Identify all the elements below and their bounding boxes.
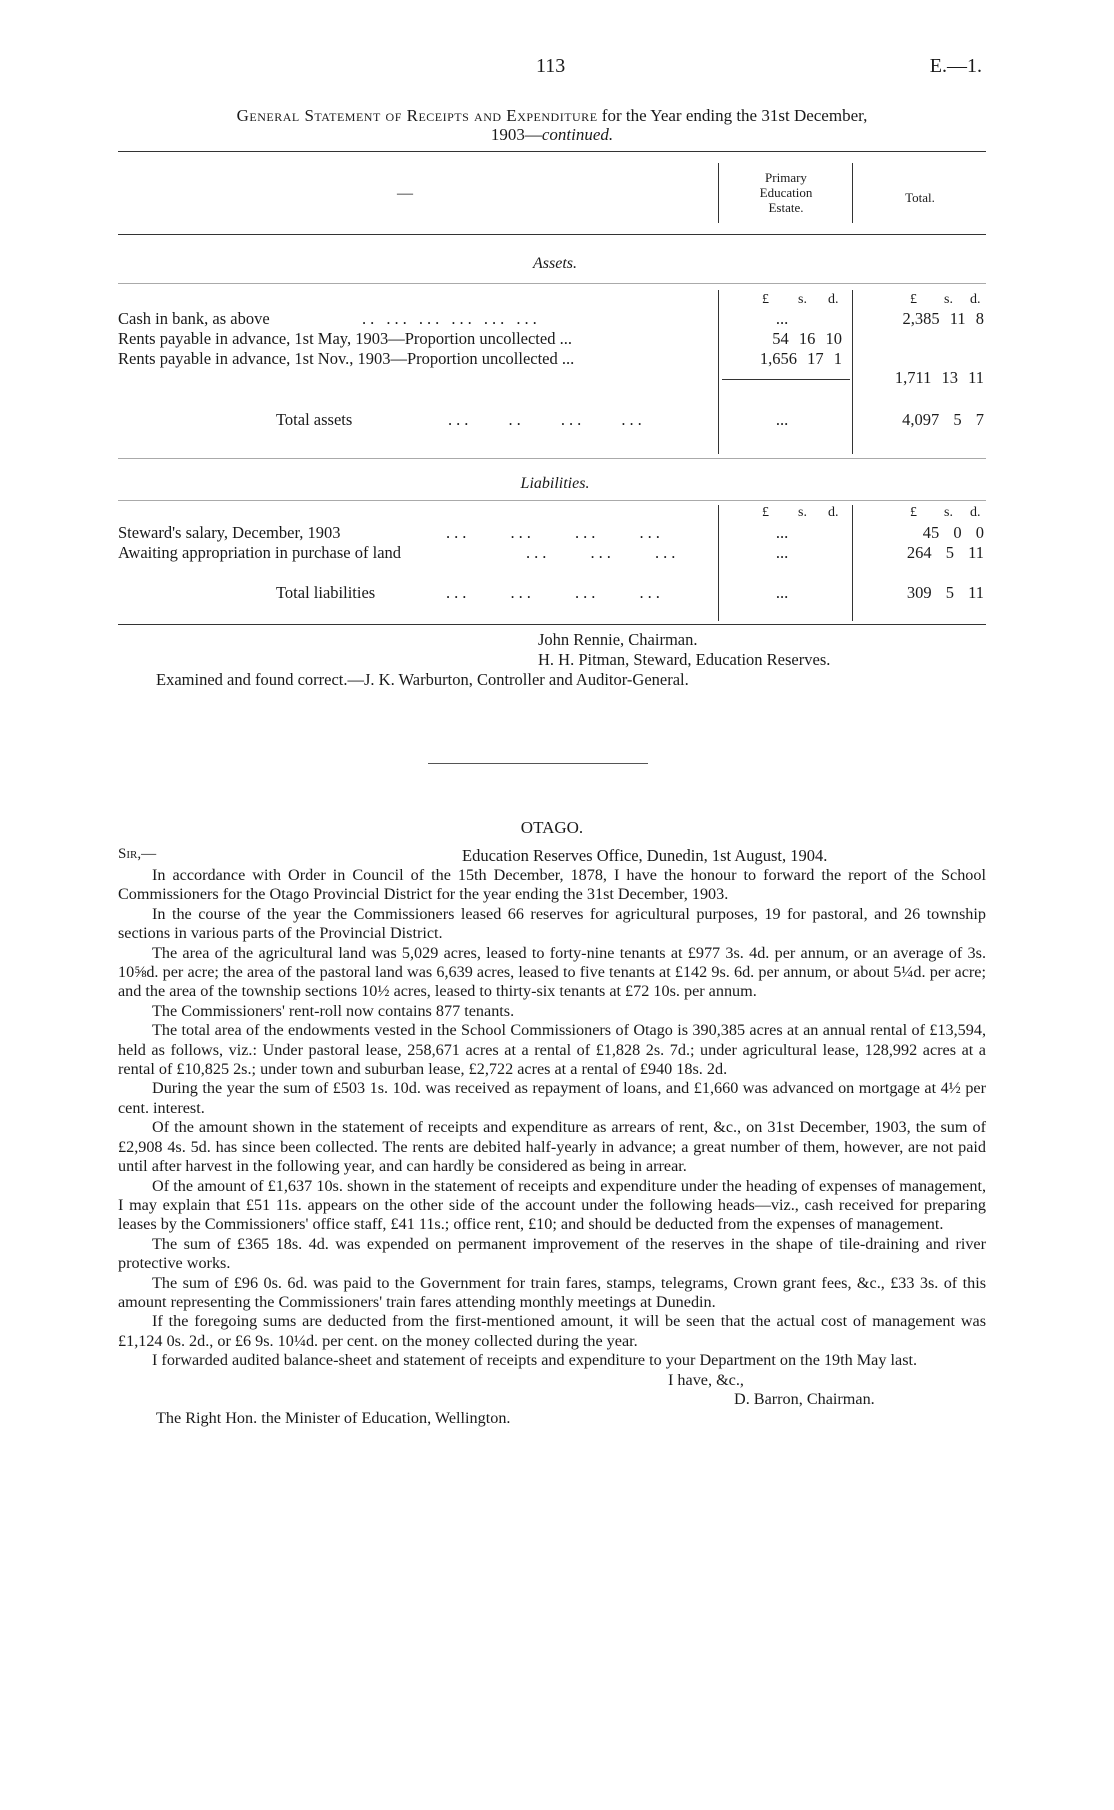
- letter-paragraph: The total area of the endowments vested in the School Commissioners of Otago is 390,385 acres at an annual rental of £13,594, held as follows, viz.: Under pastoral lease, 258,671 acres at a rental of £1,828 2s. 7d.; under agricultural lease, 128,992 acres at a rental of £10,825 2s.; under town and suburban lease, £2,722 acres at a rental of £940 18s. 2d.: [118, 1021, 986, 1079]
- liabilities-divider-1: [718, 505, 719, 621]
- letter-body: [118, 866, 986, 1429]
- statement-title: [118, 106, 986, 144]
- liab-row-land-estate: ...: [775, 543, 789, 562]
- title-year: 1903—: [490, 125, 542, 144]
- asset-row-cash-total: 2,385 11 8: [902, 309, 984, 328]
- letter-paragraph: I forwarded audited balance-sheet and statement of receipts and expenditure to your Department on the 19th May last.: [152, 1351, 918, 1370]
- total-liabilities-value: 309 5 11: [906, 583, 984, 602]
- assets-divider-2: [852, 290, 853, 454]
- total-assets-estate: ...: [775, 410, 789, 429]
- liab-unit-shilling-estate: s.: [798, 505, 807, 520]
- col3-header: Total.: [905, 190, 935, 205]
- assets-unit-shilling-total: s.: [944, 292, 953, 307]
- liab-row-salary-dots: ... ... ... ...: [446, 523, 664, 542]
- header-divider-2: [852, 163, 853, 223]
- asset-subtotal-rule: [722, 379, 850, 380]
- liabilities-divider-2: [852, 505, 853, 621]
- letter-signature: D. Barron, Chairman.: [734, 1389, 875, 1408]
- liabilities-rule: [118, 500, 986, 501]
- letter-paragraph: The Commissioners' rent-roll now contains 877 tenants.: [152, 1001, 515, 1020]
- title-continued: continued.: [541, 125, 614, 144]
- total-assets-label: Total assets: [276, 410, 353, 429]
- header-divider-1: [718, 163, 719, 223]
- signature-chairman: John Rennie, Chairman.: [538, 630, 698, 649]
- letter-paragraph: Of the amount of £1,637 10s. shown in the statement of receipts and expenditure under the heading of expenses of management, I may explain that £51 11s. appears on the other side of the account under the following heads—viz., cash received for preparing leases by the Commissioners' office staff, £41 11s.; office rent, £10; and should be deducted from the expenses of management.: [118, 1176, 986, 1234]
- letter-address: Education Reserves Office, Dunedin, 1st August, 1904.: [462, 846, 828, 865]
- assets-unit-pence-total: d.: [970, 292, 981, 307]
- letter-paragraph: The sum of £96 0s. 6d. was paid to the Government for train fares, stamps, telegrams, Crown grant fees, &c., £33 3s. of this amount representing the Commissioners' train fares attending monthly meetings at Dunedin.: [118, 1273, 986, 1311]
- letter-heading: OTAGO.: [520, 818, 584, 837]
- col2-header-line3: Estate.: [768, 200, 804, 215]
- letter-paragraph: If the foregoing sums are deducted from the first-mentioned amount, it will be seen that the actual cost of management was £1,124 0s. 2d., or £6 9s. 10¼d. per cent. on the money collected during the year.: [118, 1312, 986, 1350]
- document-reference: E.—1.: [929, 55, 982, 77]
- col2-header-line1: Primary: [765, 170, 807, 185]
- liab-row-salary-label: Steward's salary, December, 1903: [118, 523, 341, 542]
- asset-row-cash-label: Cash in bank, as above: [118, 309, 270, 328]
- letter-addressee: The Right Hon. the Minister of Education, Wellington.: [156, 1409, 511, 1428]
- assets-heading: Assets.: [533, 255, 577, 272]
- total-liabilities-label: Total liabilities: [276, 583, 376, 602]
- assets-rule: [118, 283, 986, 284]
- assets-divider-1: [718, 290, 719, 454]
- liab-row-salary-estate: ...: [775, 523, 789, 542]
- liab-row-salary-total: 45 0 0: [922, 523, 984, 542]
- letter-paragraph: The area of the agricultural land was 5,029 acres, leased to forty-nine tenants at £977 3s. 4d. per annum, or an average of 3s. 10⅝d. per acre; the area of the pastoral land was 6,639 acres, leased to five tenants at £142 9s. 6d. per annum, or about 5¼d. per acre; and the area of the township sections 10½ acres, leased to thirty-six tenants at £72 10s. per annum.: [118, 943, 986, 1001]
- table-top-rule: [118, 151, 986, 152]
- asset-subtotal: 1,711 13 11: [894, 368, 984, 387]
- title-smallcaps: General Statement of Receipts and Expenditure: [236, 106, 598, 125]
- asset-row-may-label: Rents payable in advance, 1st May, 1903—Proportion uncollected ...: [118, 329, 572, 348]
- liab-unit-shilling-total: s.: [944, 505, 953, 520]
- asset-row-may-estate: 54 16 10: [772, 329, 842, 348]
- letter-paragraph: During the year the sum of £503 1s. 10d. was received as repayment of loans, and £1,660 was advanced on mortgage at 4½ per cent. interest.: [118, 1079, 986, 1117]
- liab-row-land-dots: ... ... ...: [526, 543, 680, 562]
- letter-salutation: Sir,—: [118, 846, 157, 862]
- assets-unit-shilling-estate: s.: [798, 292, 807, 307]
- assets-unit-pound-total: £: [910, 292, 917, 307]
- letter-paragraph: Of the amount shown in the statement of receipts and expenditure as arrears of rent, &c., on 31st December, 1903, the sum of £2,908 4s. 5d. has since been collected. The rents are debited half-yearly in advance; a great number of them, however, are not paid until after harvest in the following year, and can hardly be considered as being in arrear.: [118, 1118, 986, 1176]
- letter-paragraph: The sum of £365 18s. 4d. was expended on permanent improvement of the reserves in the shape of tile-draining and river protective works.: [118, 1234, 986, 1273]
- total-liabilities-estate: ...: [775, 583, 789, 602]
- col2-header: [724, 170, 848, 215]
- asset-row-nov-estate: 1,656 17 1: [759, 349, 842, 368]
- letter-closing: I have, &c.,: [668, 1370, 744, 1389]
- total-assets-dots: ... .. ... ...: [448, 410, 646, 429]
- title-line1-rest: for the Year ending the 31st December,: [597, 106, 868, 125]
- letter-paragraph: In the course of the year the Commissioners leased 66 reserves for agricultural purposes, 19 for pastoral, and 26 township sections in various parts of the Provincial District.: [118, 904, 986, 943]
- asset-row-nov-label: Rents payable in advance, 1st Nov., 1903—Proportion uncollected ...: [118, 349, 575, 368]
- col1-header: —: [397, 185, 413, 202]
- signature-steward: H. H. Pitman, Steward, Education Reserves.: [538, 650, 831, 669]
- letter-paragraph: In accordance with Order in Council of the 15th December, 1878, I have the honour to forward the report of the School Commissioners for the Otago Provincial District for the year ending the 31st December, 1903.: [118, 866, 986, 904]
- liab-unit-pound-total: £: [910, 505, 917, 520]
- assets-unit-pence-estate: d.: [828, 292, 839, 307]
- asset-row-cash-estate: ...: [775, 309, 789, 328]
- table-header-rule: [118, 234, 986, 235]
- liab-unit-pence-estate: d.: [828, 505, 839, 520]
- asset-row-cash-dots: .. ... ... ... ... ...: [362, 309, 541, 328]
- liab-row-land-label: Awaiting appropriation in purchase of land: [118, 543, 402, 562]
- assets-unit-pound-estate: £: [762, 292, 769, 307]
- liab-unit-pence-total: d.: [970, 505, 981, 520]
- table-bottom-rule: [118, 624, 986, 625]
- liabilities-heading: Liabilities.: [520, 475, 590, 492]
- col2-header-line2: Education: [759, 185, 813, 200]
- page-number: 113: [536, 55, 566, 77]
- assets-bottom-rule: [118, 458, 986, 459]
- section-separator: [428, 763, 648, 764]
- signature-examined: Examined and found correct.—J. K. Warburton, Controller and Auditor-General.: [156, 670, 689, 689]
- total-assets-value: 4,097 5 7: [902, 410, 984, 429]
- liab-row-land-total: 264 5 11: [906, 543, 984, 562]
- liab-unit-pound-estate: £: [762, 505, 769, 520]
- total-liabilities-dots: ... ... ... ...: [446, 583, 664, 602]
